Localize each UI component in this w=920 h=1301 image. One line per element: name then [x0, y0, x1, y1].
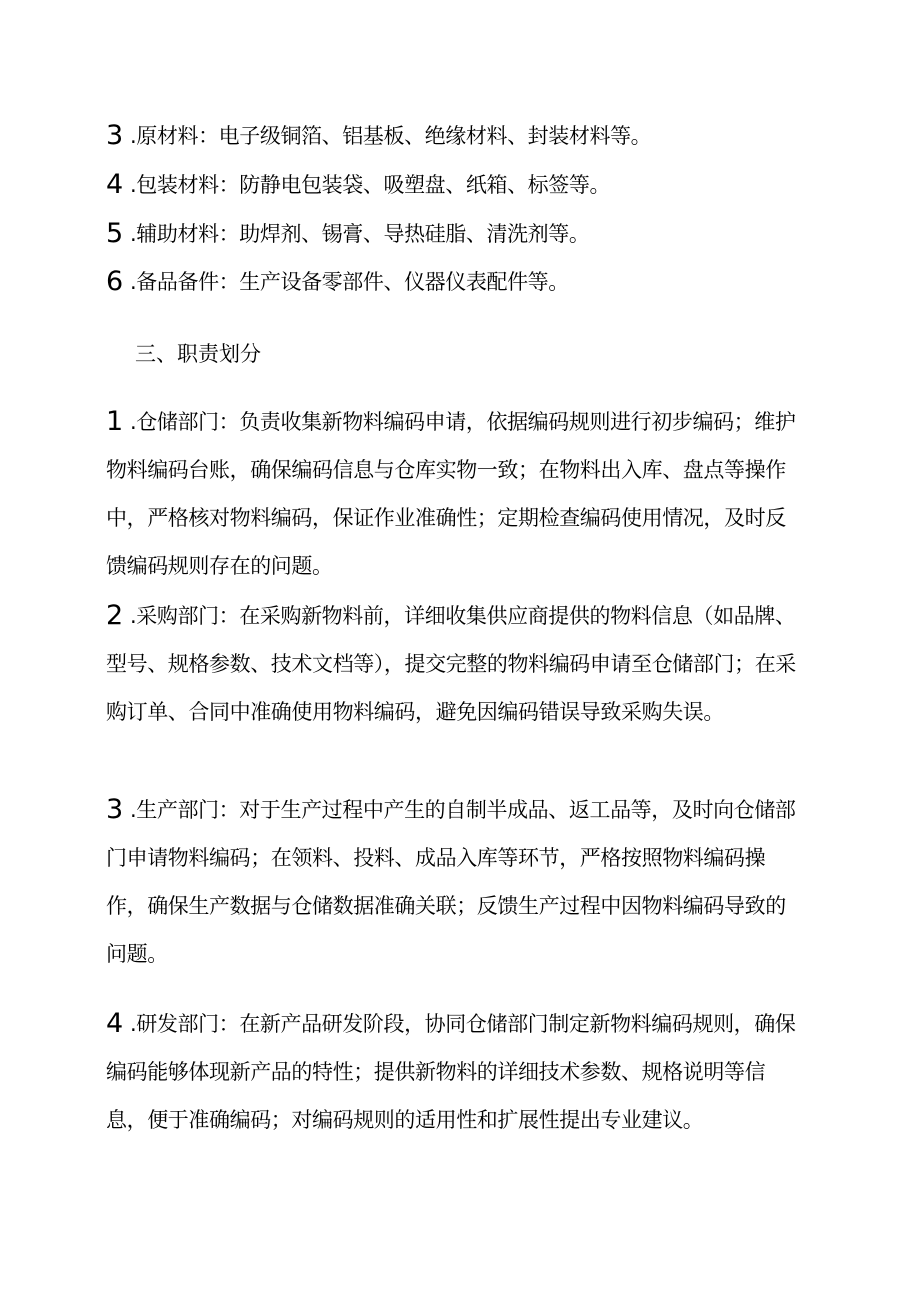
item-text: .研发部门：在新产品研发阶段，协同仓储部门制定新物料编码规则，确保编码能够体现新产品的特性；提供新物料的详细技术参数、规格说明等信息，便于准确编码；对编码规则的适用性和扩展性提出专业建议。 — [106, 1012, 796, 1132]
item-text: .原材料：电子级铜箔、铝基板、绝缘材料、封装材料等。 — [130, 124, 652, 148]
item-number: 4 — [106, 1008, 124, 1039]
item-text: .备品备件：生产设备零部件、仪器仪表配件等。 — [130, 270, 569, 294]
item-text: .辅助材料：助焊剂、锡膏、导热硅脂、清洗剂等。 — [130, 222, 590, 246]
item-number: 6 — [106, 266, 124, 297]
duty-item-warehouse — [106, 398, 806, 590]
item-number: 4 — [106, 169, 124, 200]
item-number: 3 — [106, 120, 124, 151]
duty-item-rnd — [106, 1000, 806, 1144]
item-text: .生产部门：对于生产过程中产生的自制半成品、返工品等，及时向仓储部门申请物料编码；在领料、投料、成品入库等环节，严格按照物料编码操作，确保生产数据与仓储数据准确关联；反馈生产过程中因物料编码导致的问题。 — [106, 798, 796, 966]
item-text: .包装材料：防静电包装袋、吸塑盘、纸箱、标签等。 — [130, 173, 611, 197]
item-text: .采购部门：在采购新物料前，详细收集供应商提供的物料信息（如品牌、型号、规格参数、技术文档等），提交完整的物料编码申请至仓储部门；在采购订单、合同中准确使用物料编码，避免因编码错误导致采购失误。 — [106, 604, 796, 724]
item-number: 1 — [106, 406, 124, 437]
material-item-packaging — [106, 161, 806, 209]
duty-item-purchasing — [106, 592, 806, 736]
item-number: 5 — [106, 218, 124, 249]
material-item-raw — [106, 112, 806, 160]
section-heading: 三、职责划分 — [135, 342, 261, 366]
item-number: 3 — [106, 794, 124, 825]
material-item-auxiliary — [106, 210, 806, 258]
item-text: .仓储部门：负责收集新物料编码申请，依据编码规则进行初步编码；维护物料编码台账，确保编码信息与仓库实物一致；在物料出入库、盘点等操作中，严格核对物料编码，保证作业准确性；定期检查编码使用情况，及时反馈编码规则存在的问题。 — [106, 410, 796, 578]
duty-item-production — [106, 786, 806, 978]
material-item-spares — [106, 258, 806, 306]
item-number: 2 — [106, 600, 124, 631]
